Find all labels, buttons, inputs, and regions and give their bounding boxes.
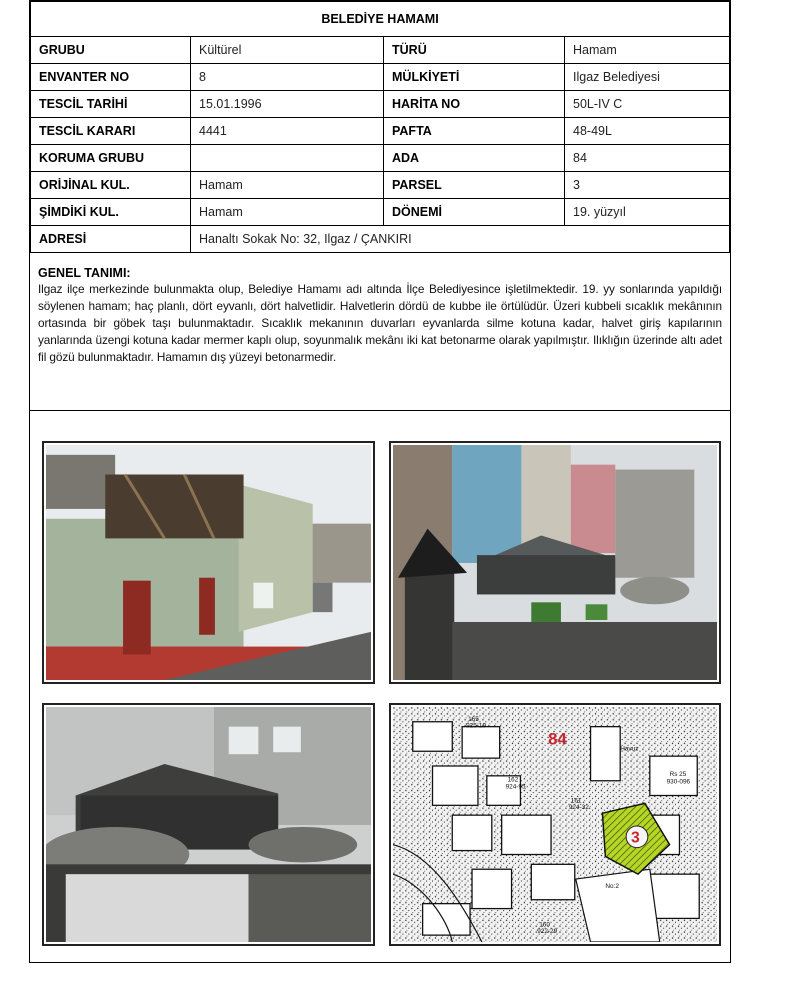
field-label: GRUBU [31,37,191,64]
field-label: ORİJİNAL KUL. [31,172,191,199]
map-label: 160 [539,921,550,929]
table-row [31,118,730,145]
table-row [31,64,730,91]
address-label: ADRESİ [31,226,191,253]
description-heading: GENEL TANIMI: [38,266,131,280]
map-label: No:2 [605,882,619,890]
photo-domes-image [46,707,371,942]
info-table [30,1,730,253]
field-label: KORUMA GRUBU [31,145,191,172]
map-label: 924-95 [505,783,526,791]
field-value: Hamam [565,37,730,64]
map-label: 165 [468,715,479,723]
table-row [31,145,730,172]
inventory-sheet [29,0,731,963]
field-label: TÜRÜ [384,37,565,64]
page-title: BELEDİYE HAMAMI [31,2,730,37]
field-value: 3 [565,172,730,199]
map-label: 930-096 [666,778,691,786]
photo-courtyard [389,441,721,684]
map-label: 924-32 [568,804,589,812]
field-label: PARSEL [384,172,565,199]
map-label: Rs 25 [669,770,687,778]
field-value: Kültürel [191,37,384,64]
map-label: 162 [507,776,519,784]
field-value: Ilgaz Belediyesi [565,64,730,91]
field-label: ADA [384,145,565,172]
description-text: Ilgaz ilçe merkezinde bulunmakta olup, Belediye Hamamı adı altında İlçe Belediyesince işletilmektedir. 19. yy sonlarında yapıldığı söylenen hamam; haç planlı, dört eyvanlı, dört halvetlidir. Halvetlerin dördü de kubbe ile örtülüdür. Üzeri kubbeli sıcaklık mekânının ortasında bir göbek taşı bulunmaktadır. Sıcaklık mekanının duvarları eyvanlarda silme kotuna kadar, halvet giriş kapılarının yanlarında üzengi kotuna kadar mermer kaplı olup, soyunmalık mekânı iki kat betonarme olarak yapılmıştır. Ilıklığın üzerinde altı adet fil gözü bulunmaktadır. Hamamın dış yüzeyi betonarmedir. [38,282,722,364]
map-label: 161 [570,797,582,805]
address-value: Hanaltı Sokak No: 32, Ilgaz / ÇANKIRI [191,226,730,253]
cadastral-map-image [393,707,717,942]
field-label: ENVANTER NO [31,64,191,91]
table-row [31,199,730,226]
field-value: 8 [191,64,384,91]
photo-exterior-street [42,441,375,684]
map-label: Havuz [620,745,639,753]
map-label: 925-19 [466,722,487,730]
table-row [31,172,730,199]
field-value: 4441 [191,118,384,145]
cadastral-map [389,703,721,946]
title-row [31,2,730,37]
photo-domes [42,703,375,946]
map-ada-label: 84 [548,729,567,749]
field-value: 84 [565,145,730,172]
field-value: 15.01.1996 [191,91,384,118]
field-value: 50L-IV C [565,91,730,118]
table-row [31,37,730,64]
field-label: DÖNEMİ [384,199,565,226]
general-description [30,248,730,411]
field-value: 19. yüzyıl [565,199,730,226]
field-label: TESCİL KARARI [31,118,191,145]
field-label: PAFTA [384,118,565,145]
field-value [191,145,384,172]
field-label: TESCİL TARİHİ [31,91,191,118]
field-label: MÜLKİYETİ [384,64,565,91]
field-label: HARİTA NO [384,91,565,118]
photo-courtyard-image [393,445,717,680]
field-value: Hamam [191,199,384,226]
field-label: ŞİMDİKİ KUL. [31,199,191,226]
map-parsel-label: 3 [631,829,640,847]
table-row [31,91,730,118]
photo-exterior-street-image [46,445,371,680]
field-value: Hamam [191,172,384,199]
map-label: 922-29 [537,928,558,936]
field-value: 48-49L [565,118,730,145]
